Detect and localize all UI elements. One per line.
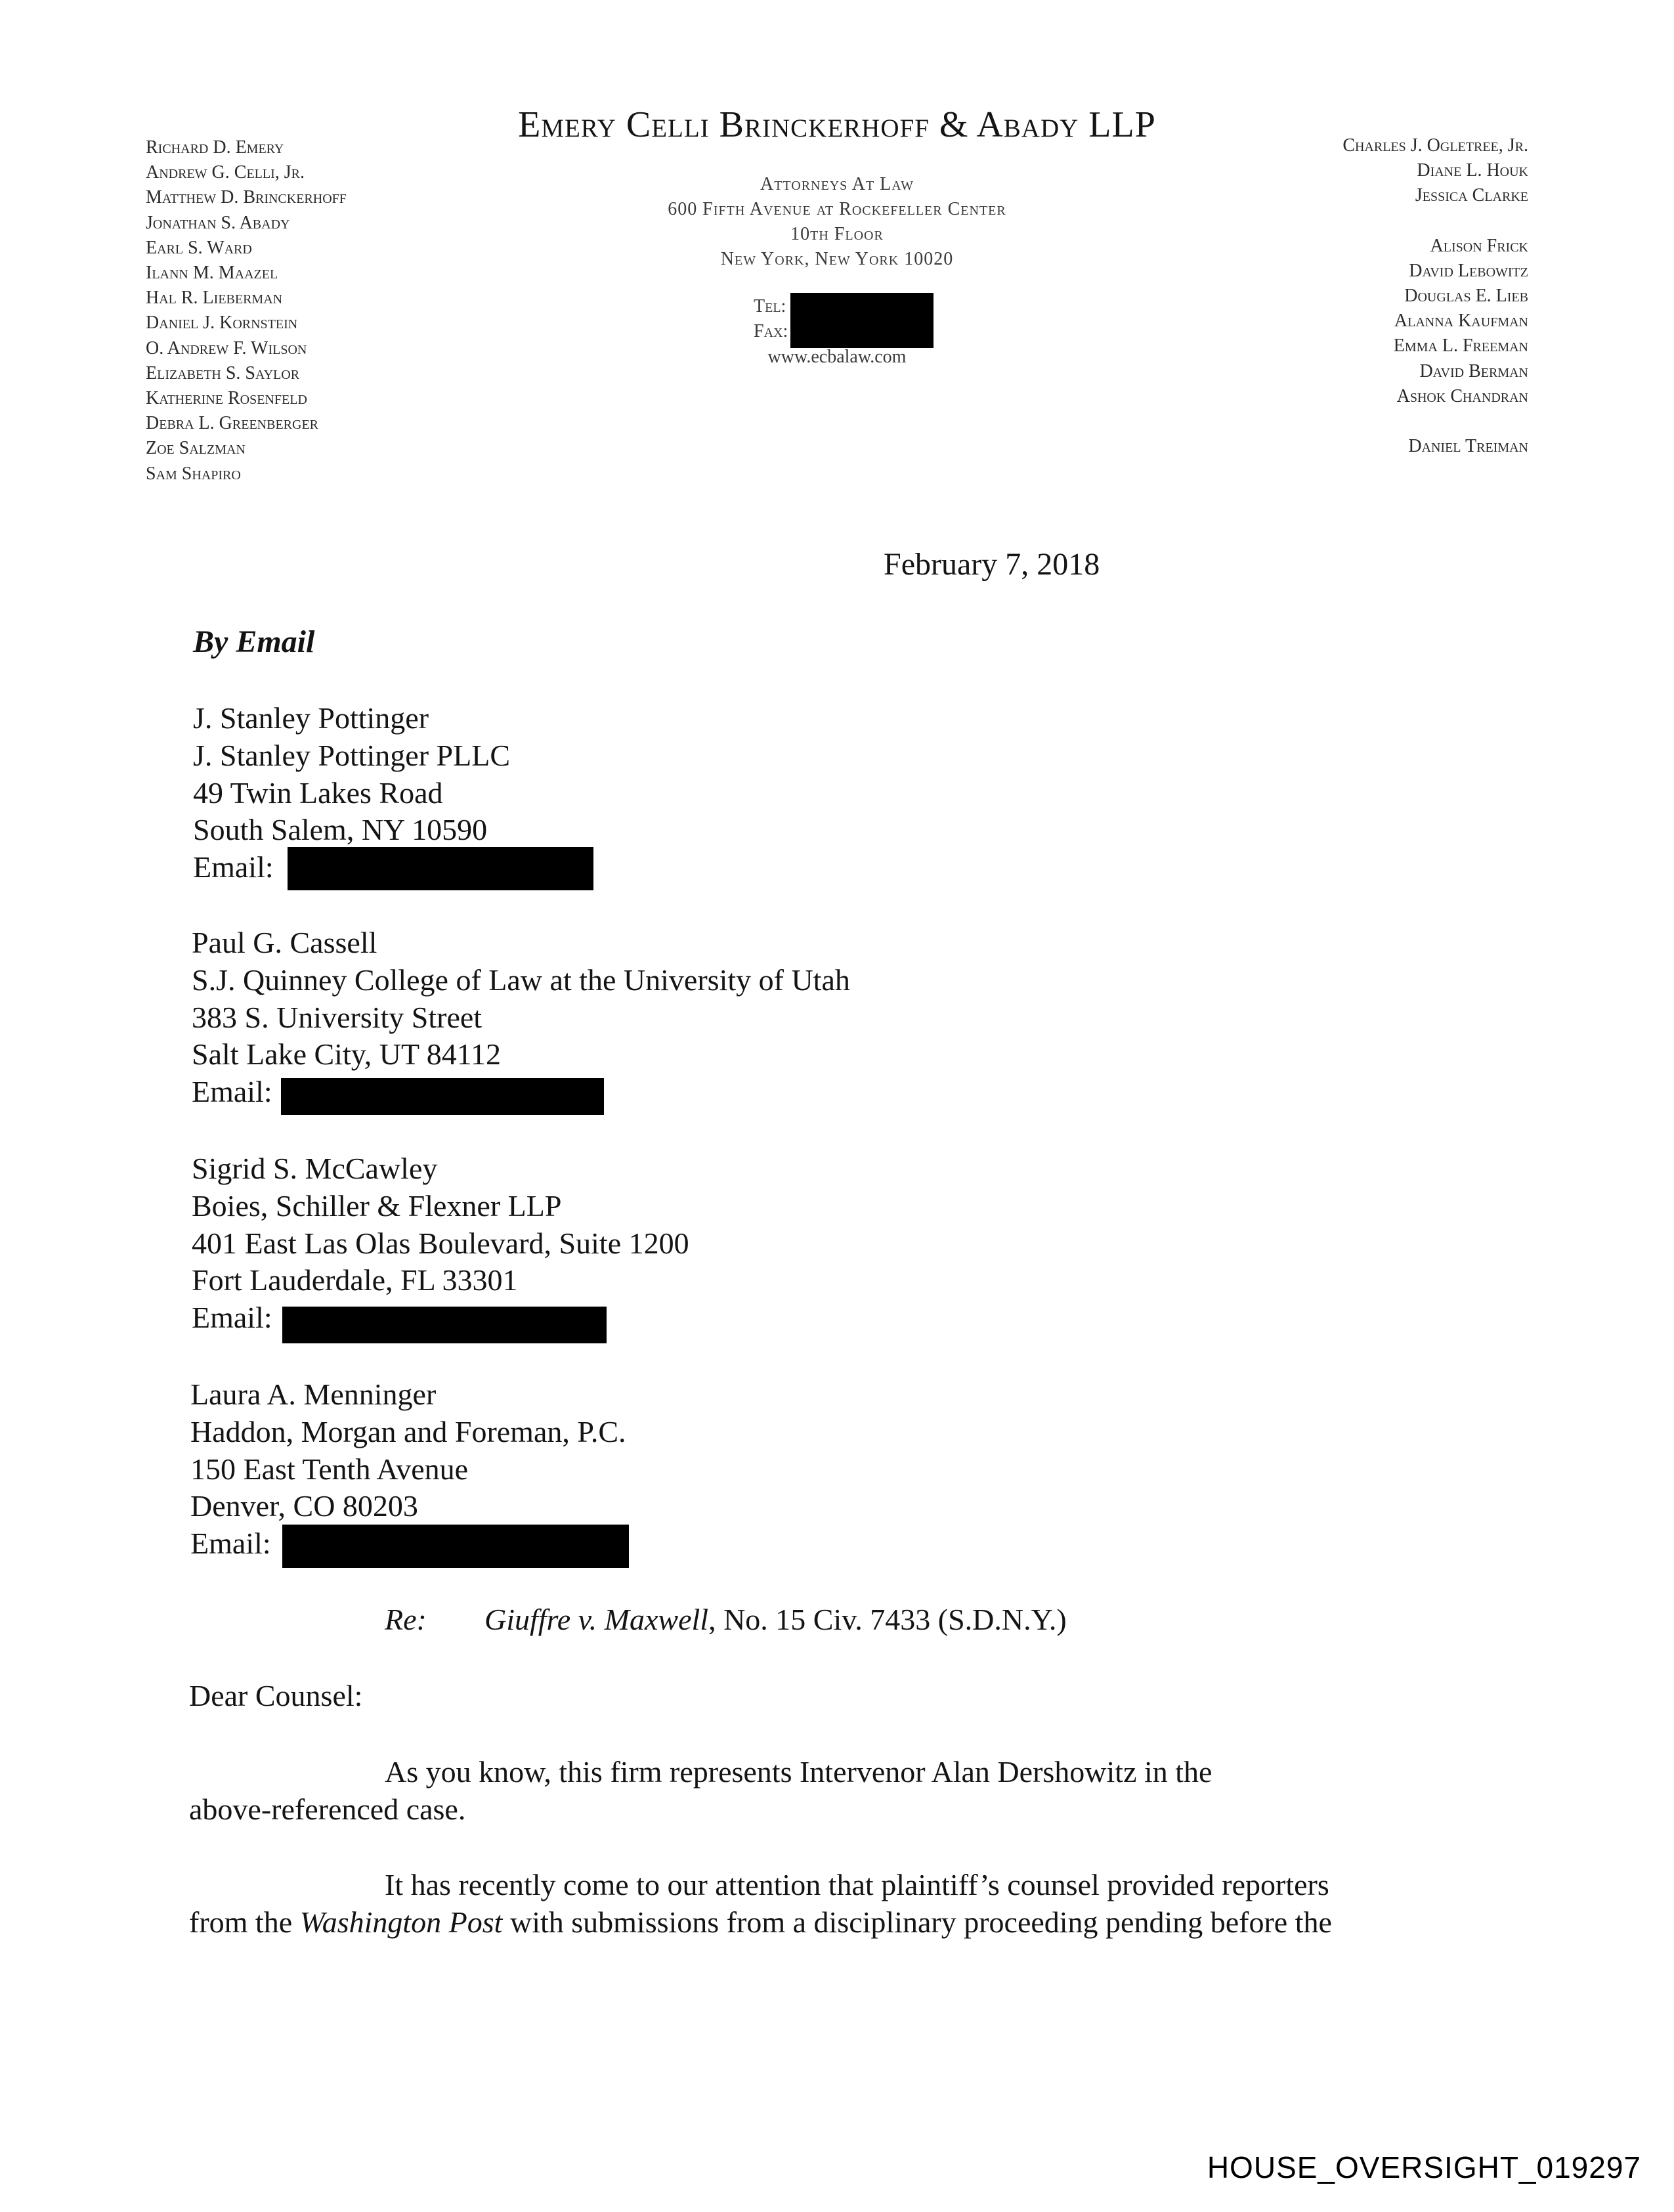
partner-name: Alanna Kaufman (1394, 311, 1528, 332)
recipient-org: J. Stanley Pottinger PLLC (193, 738, 510, 772)
partner-name: Daniel Treiman (1408, 436, 1528, 457)
partner-name: Andrew G. Celli, Jr. (146, 162, 305, 183)
recipient-name: Sigrid S. McCawley (192, 1152, 438, 1185)
paragraph-1 (189, 1753, 1436, 1828)
redaction-tel-fax (790, 293, 934, 348)
recipient-org: S.J. Quinney College of Law at the University of Utah (192, 963, 850, 997)
tel-label: Tel: (754, 296, 786, 316)
paragraph-line: As you know, this firm represents Intervenor Alan Dershowitz in the (385, 1755, 1213, 1789)
partner-name: Matthew D. Brinckerhoff (146, 187, 347, 208)
recipient-email-label: Email: (193, 850, 274, 884)
firm-contact (754, 294, 788, 344)
re-line (385, 1602, 1067, 1637)
recipient-city: South Salem, NY 10590 (193, 813, 488, 847)
partner-name: Emma L. Freeman (1393, 336, 1528, 357)
partner-name: Hal R. Lieberman (146, 288, 283, 309)
partner-name: Daniel J. Kornstein (146, 313, 298, 334)
partner-name: Douglas E. Lieb (1404, 286, 1528, 307)
partner-name: Alison Frick (1430, 235, 1528, 256)
partner-name: Diane L. Houk (1417, 160, 1528, 181)
recipient-city: Salt Lake City, UT 84112 (192, 1037, 502, 1072)
bates-number: HOUSE_OVERSIGHT_019297 (1207, 2150, 1641, 2184)
partner-name: Ashok Chandran (1396, 385, 1528, 406)
redaction-email (281, 1078, 604, 1115)
partner-name: Richard D. Emery (146, 137, 284, 158)
redaction-email (282, 1525, 629, 1568)
recipient-street: 150 East Tenth Avenue (190, 1452, 469, 1486)
firm-address-line3: New York, New York 10020 (720, 249, 954, 269)
paragraph-line: above-referenced case. (189, 1792, 466, 1826)
partner-name: Debra L. Greenberger (146, 413, 318, 434)
partners-list-left (146, 135, 347, 487)
recipient-name: Laura A. Menninger (190, 1377, 437, 1411)
partner-name: Sam Shapiro (146, 463, 241, 484)
recipient-email-label: Email: (192, 1075, 272, 1109)
partner-name: Jessica Clarke (1415, 185, 1528, 206)
partner-name: David Lebowitz (1409, 260, 1528, 281)
recipient-org: Boies, Schiller & Flexner LLP (192, 1188, 562, 1223)
recipient-street: 49 Twin Lakes Road (193, 775, 443, 810)
recipient-street: 383 S. University Street (192, 1000, 483, 1034)
case-number: , No. 15 Civ. 7433 (S.D.N.Y.) (708, 1603, 1067, 1636)
firm-address-line1: 600 Fifth Avenue at Rockefeller Center (668, 199, 1006, 219)
recipient-email-label: Email: (192, 1301, 272, 1335)
recipient-street: 401 East Las Olas Boulevard, Suite 1200 (192, 1226, 689, 1260)
firm-address-line2: 10th Floor (790, 224, 884, 244)
paragraph-2 (189, 1866, 1436, 1941)
partner-name: Charles J. Ogletree, Jr. (1342, 135, 1528, 156)
redaction-email (282, 1307, 607, 1343)
paragraph-line: from the Washington Post with submissions from a disciplinary proceeding pending before the (189, 1905, 1332, 1939)
partner-name: Zoe Salzman (146, 438, 246, 459)
partners-list-right (1342, 133, 1528, 459)
redaction-email (288, 847, 593, 890)
firm-name: Emery Celli Brinckerhoff & Abady LLP (518, 104, 1156, 145)
partner-name: O. Andrew F. Wilson (146, 337, 307, 358)
delivery-method: By Email (193, 624, 315, 659)
firm-website: www.ecbalaw.com (767, 347, 907, 367)
recipient-email-label: Email: (190, 1527, 271, 1561)
recipient-city: Denver, CO 80203 (190, 1489, 418, 1523)
partner-name: Elizabeth S. Saylor (146, 362, 300, 383)
partner-name: Jonathan S. Abady (146, 212, 290, 233)
partner-name: Earl S. Ward (146, 237, 252, 258)
re-label: Re: (385, 1603, 427, 1636)
recipient-name: J. Stanley Pottinger (193, 701, 429, 735)
publication-name: Washington Post (299, 1905, 503, 1939)
recipient-city: Fort Lauderdale, FL 33301 (192, 1263, 518, 1297)
recipient-name: Paul G. Cassell (192, 926, 377, 959)
partner-name: Ilann M. Maazel (146, 263, 278, 284)
fax-label: Fax: (754, 321, 788, 341)
partner-name: Katherine Rosenfeld (146, 388, 307, 409)
partner-name: David Berman (1419, 360, 1528, 381)
paragraph-line: It has recently come to our attention that plaintiff’s counsel provided reporters (385, 1868, 1329, 1901)
salutation: Dear Counsel: (189, 1679, 363, 1712)
firm-subtitle: Attorneys At Law (760, 174, 914, 194)
letter-date: February 7, 2018 (884, 547, 1100, 582)
case-name: Giuffre v. Maxwell (484, 1603, 709, 1636)
recipient-org: Haddon, Morgan and Foreman, P.C. (190, 1414, 626, 1448)
